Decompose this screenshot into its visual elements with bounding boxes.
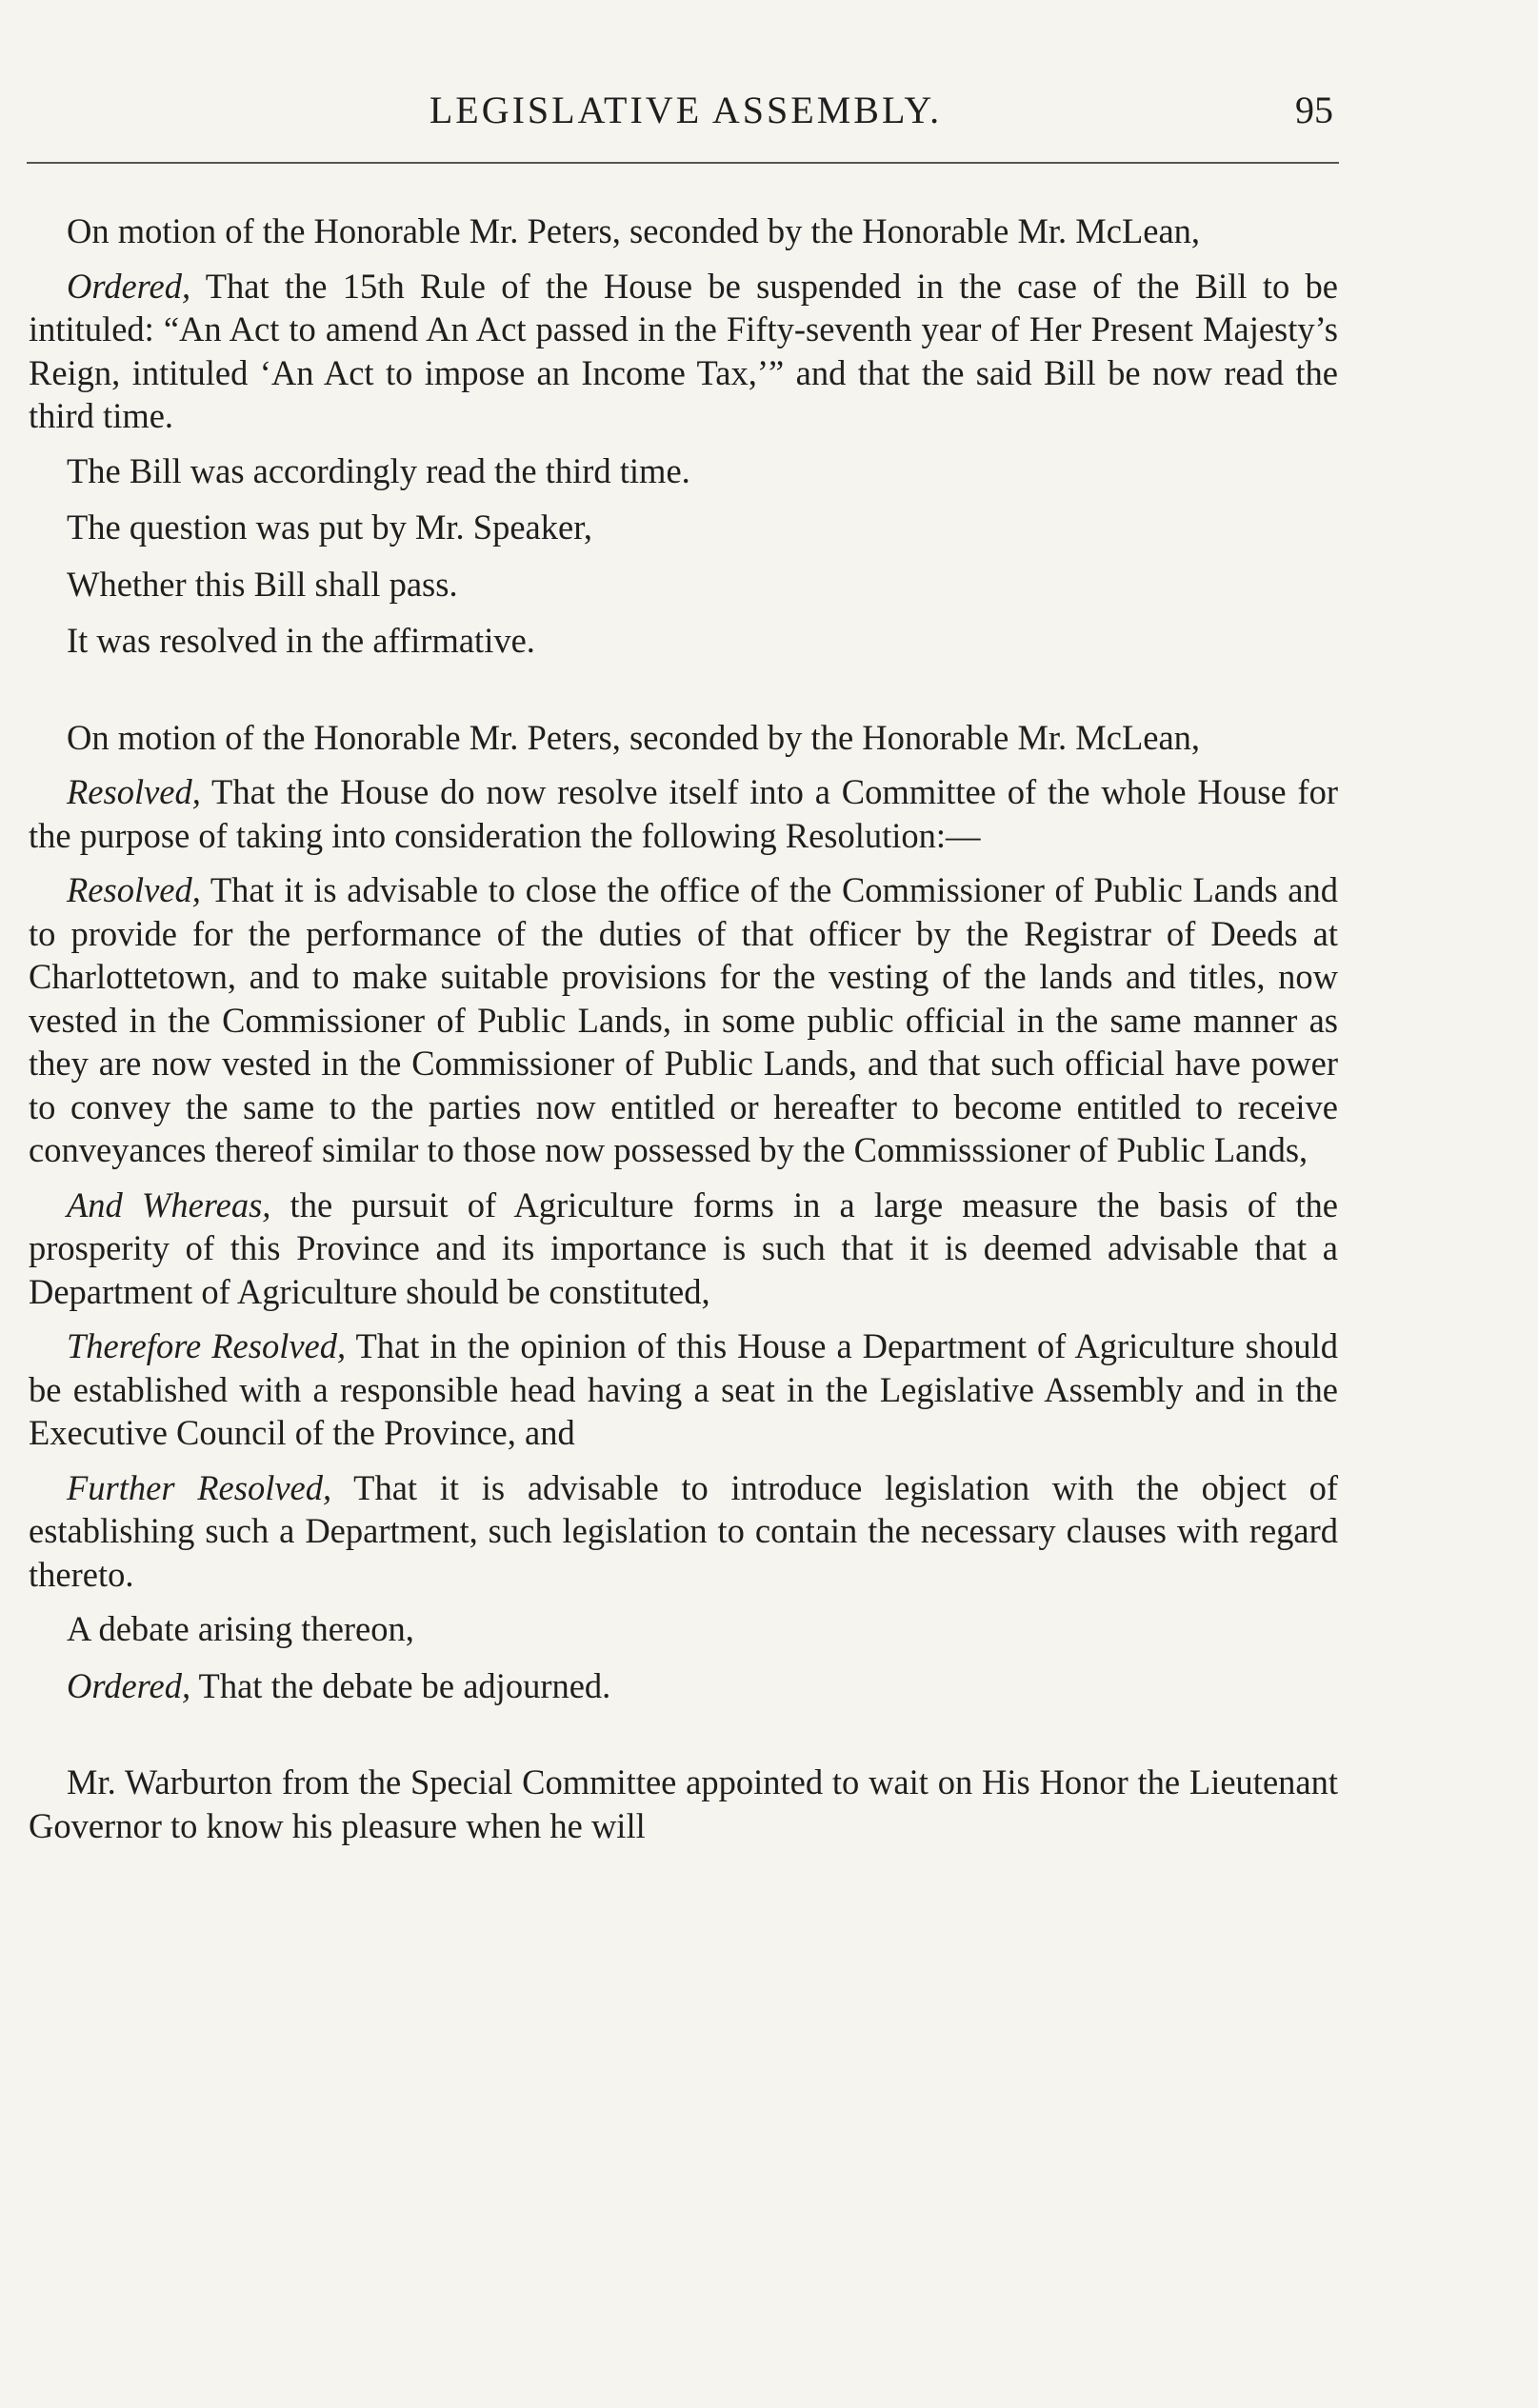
paragraph: On motion of the Honorable Mr. Peters, seconded by the Honorable Mr. McLean,: [67, 717, 1201, 757]
paragraph: Mr. Warburton from the Special Committee appointed to wait on His Honor the Lieutenant Governor to know his pleasure when he will: [29, 1762, 1338, 1845]
paragraph-lead: Therefore Resolved,: [67, 1326, 347, 1365]
paragraph: On motion of the Honorable Mr. Peters, seconded by the Honorable Mr. McLean,: [67, 211, 1201, 250]
paragraph: Ordered, That the 15th Rule of the House be suspended in the case of the Bill to be intituled: “An Act to amend An Act passed in the Fifty-seventh year of Her Present Majesty’s Reign, intituled ‘An Act to impose an Income Tax,’” and that the said Bill be now read the third time.: [29, 266, 1338, 435]
paragraph: Resolved, That it is advisable to close the office of the Commissioner of Public Lands and to provide for the performance of the duties of that officer by the Registrar of Deeds at Charlottetown, and to make suitable provisions for the vesting of the lands and titles, now vested in the Commissioner of Public Lands, in some public official in the same manner as they are now vested in the Commissioner of Public Lands, and that such official have power to convey the same to the parties now entitled or hereafter to become entitled to receive conveyances thereof similar to those now possessed by the Commisssioner of Public Lands,: [29, 870, 1338, 1169]
paragraph-lead: Resolved,: [67, 870, 201, 909]
running-header: [29, 88, 1343, 135]
paragraph: The Bill was accordingly read the third time.: [67, 450, 690, 490]
paragraph: Therefore Resolved, That in the opinion of this House a Department of Agriculture should be established with a responsible head having a seat in the Legislative Assembly and in the Executive Council of the Province, and: [29, 1326, 1338, 1452]
page-number: 95: [1295, 89, 1333, 131]
paragraph-lead: Further Resolved,: [67, 1467, 332, 1507]
paragraph-lead: And Whereas,: [67, 1184, 271, 1224]
page-body: [29, 209, 1338, 1859]
paragraph-lead: Ordered,: [67, 266, 191, 306]
paragraph: Ordered, That the debate be adjourned.: [67, 1665, 611, 1705]
paragraph: Resolved, That the House do now resolve itself into a Committee of the whole House for the purpose of taking into consideration the following Resolution:—: [29, 772, 1338, 855]
paragraph: The question was put by Mr. Speaker,: [67, 507, 593, 547]
paragraph: Further Resolved, That it is advisable to introduce legislation with the object of establishing such a Department, such legislation to contain the necessary clauses with regard thereto.: [29, 1467, 1338, 1594]
paragraph: And Whereas, the pursuit of Agriculture forms in a large measure the basis of the prosperity of this Province and its importance is such that it is deemed advisable that a Department of Agriculture should be constituted,: [29, 1184, 1339, 1311]
header-divider: [27, 162, 1339, 164]
paragraph: Whether this Bill shall pass.: [67, 564, 458, 604]
paragraph: A debate arising thereon,: [67, 1609, 414, 1648]
paragraph-lead: Resolved,: [67, 772, 201, 811]
paragraph-lead: Ordered,: [67, 1665, 191, 1705]
page-header-title: LEGISLATIVE ASSEMBLY.: [429, 89, 943, 131]
paragraph: It was resolved in the affirmative.: [67, 621, 535, 660]
